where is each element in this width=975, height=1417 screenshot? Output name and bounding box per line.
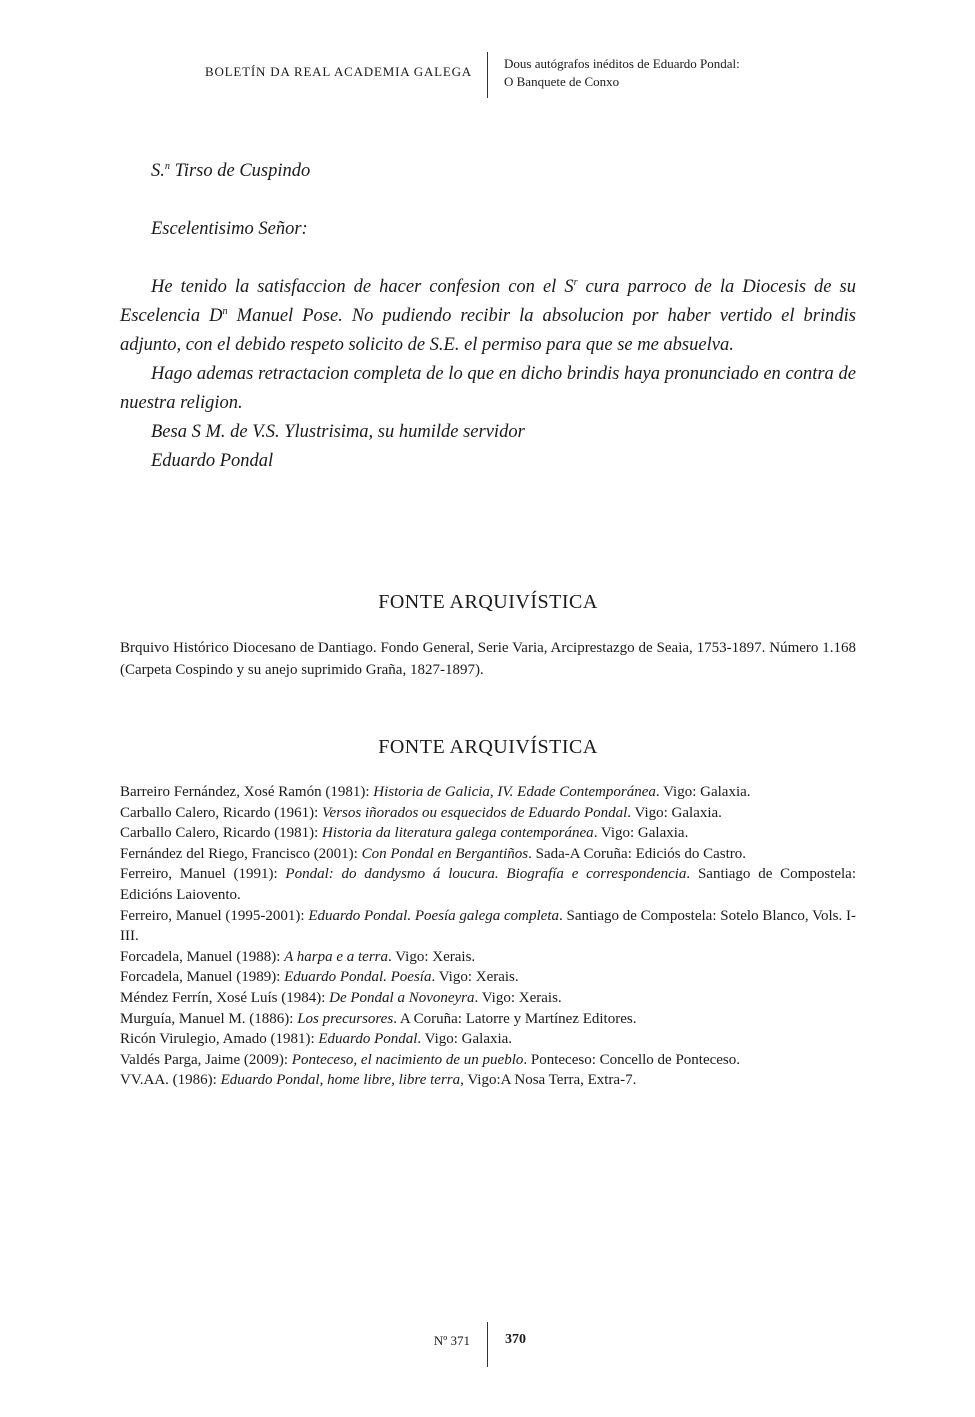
bibliography-entry: Carballo Calero, Ricardo (1981): Historia da literatura galega contemporánea. Vigo: Galaxia. — [120, 825, 689, 842]
page-number: 370 — [505, 1332, 526, 1347]
bibliography-entry: Ferreiro, Manuel (1991): Pondal: do dandysmo á loucura. Biografía e correspondencia. Santiago de Compostela: Edicións Laiovento. — [120, 866, 856, 903]
letter-closing: Besa S M. de V.S. Ylustrisima, su humilde servidor — [151, 422, 525, 442]
header-divider — [487, 52, 488, 98]
issue-number: Nº 371 — [433, 1333, 470, 1348]
bibliography-entry: Fernández del Riego, Francisco (2001): Con Pondal en Bergantiños. Sada-A Coruña: Ediciós do Castro. — [120, 845, 747, 862]
letter-place: S.$^n$ Tirso de Cuspindo — [151, 160, 311, 181]
running-head-article — [504, 55, 834, 91]
bibliography-list — [120, 782, 856, 1091]
archive-section-title: FONTE ARQUIVÍSTICA — [378, 591, 598, 613]
archive-source-text: Brquivo Histórico Diocesano de Dantiago. Fondo General, Serie Varia, Arciprestazgo de Seaia, 1753-1897. Número 1.168 (Carpeta Cospindo y su anejo suprimido Graña, 1827-1897). — [120, 640, 856, 678]
bibliography-entry: Méndez Ferrín, Xosé Luís (1984): De Pondal a Novoneyra. Vigo: Xerais. — [120, 989, 562, 1006]
letter-salutation: Escelentisimo Señor: — [151, 219, 308, 239]
bibliography-entry: Ricón Virulegio, Amado (1981): Eduardo Pondal. Vigo: Galaxia. — [120, 1031, 513, 1048]
article-title-line-1: Dous autógrafos inéditos de Eduardo Pondal: — [504, 56, 740, 71]
bibliography-entry: Ferreiro, Manuel (1995-2001): Eduardo Pondal. Poesía galega completa. Santiago de Compostela: Sotelo Blanco, Vols. I-III. — [120, 907, 856, 945]
letter-transcription — [120, 157, 856, 476]
bibliography-entry: Barreiro Fernández, Xosé Ramón (1981): Historia de Galicia, IV. Edade Contemporánea. Vigo: Galaxia. — [120, 784, 751, 800]
article-title-line-2: O Banquete de Conxo — [504, 74, 620, 89]
bibliography-section-title: FONTE ARQUIVÍSTICA — [378, 736, 598, 758]
bibliography-entry: Murguía, Manuel M. (1886): Los precursores. A Coruña: Latorre y Martínez Editores. — [120, 1010, 637, 1027]
running-head-journal: BOLETÍN DA REAL ACADEMIA GALEGA — [205, 64, 472, 79]
archive-source — [120, 637, 856, 681]
letter-signature: Eduardo Pondal — [151, 451, 274, 471]
bibliography-entry: Carballo Calero, Ricardo (1961): Versos iñorados ou esquecidos de Eduardo Pondal. Vigo: Galaxia. — [120, 804, 722, 821]
bibliography-entry: Valdés Parga, Jaime (2009): Ponteceso, el nacimiento de un pueblo. Ponteceso: Concello de Ponteceso. — [120, 1051, 741, 1068]
letter-paragraph-2: Hago ademas retractacion completa de lo que en dicho brindis haya pronunciado en contra de nuestra religion. — [120, 364, 856, 413]
bibliography-entry: VV.AA. (1986): Eduardo Pondal, home libre, libre terra, Vigo:A Nosa Terra, Extra-7. — [120, 1072, 637, 1089]
footer-divider — [487, 1322, 488, 1367]
bibliography-entry: Forcadela, Manuel (1989): Eduardo Pondal. Poesía. Vigo: Xerais. — [120, 969, 519, 986]
letter-paragraph-1: He tenido la satisfaccion de hacer confesion con el $S^r$ cura parroco de la Diocesis de su Escelencia $D^n$ Manuel Pose. No pudiendo recibir la absolucion por haber vertido el brindis adjunto, con el debido respeto solicito de S.E. el permiso para que se me absuelva. — [120, 276, 856, 355]
bibliography-entry: Forcadela, Manuel (1988): A harpa e a terra. Vigo: Xerais. — [120, 948, 476, 965]
